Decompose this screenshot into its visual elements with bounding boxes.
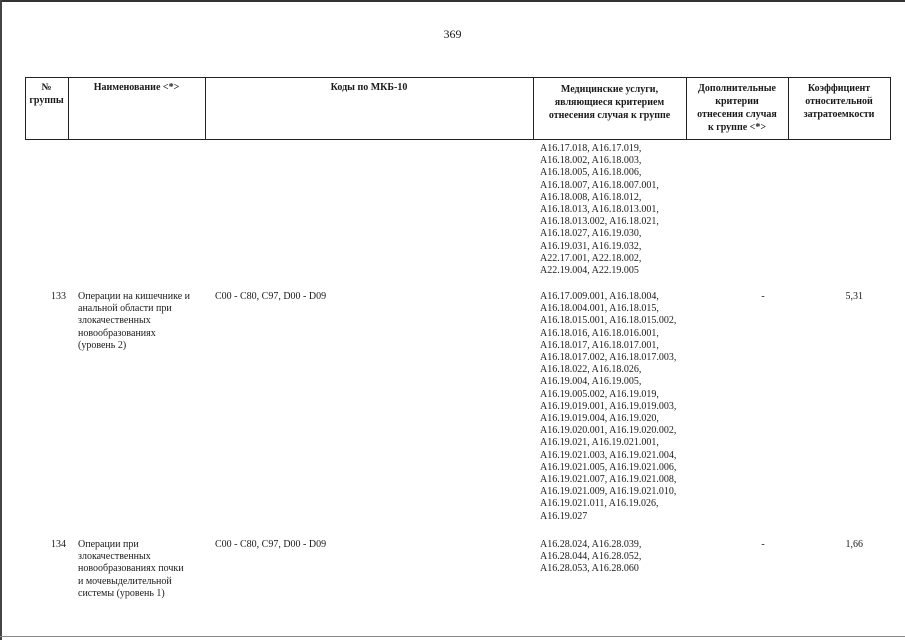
page-number: 369 bbox=[443, 27, 462, 41]
header-top-border bbox=[25, 77, 891, 78]
group-number-cell: 133 bbox=[51, 291, 66, 302]
icd-codes-cell: C00 - C80, C97, D00 - D09 bbox=[215, 539, 327, 550]
header-divider bbox=[890, 77, 891, 140]
header-group-number: № группы bbox=[29, 82, 64, 106]
scan-frame-left bbox=[0, 0, 2, 640]
header-additional-criteria: Дополнительные критерии отнесения случая к группе <*> bbox=[697, 83, 777, 133]
header-medical-services: Медицинские услуги, являющиеся критерием отнесения случая к группе bbox=[548, 84, 671, 121]
coefficient-cell: 5,31 bbox=[845, 291, 863, 302]
services-cell: A16.28.024, A16.28.039, A16.28.044, A16.28.052, A16.28.053, A16.28.060 bbox=[540, 539, 642, 575]
additional-criteria-cell: - bbox=[761, 539, 765, 550]
group-number-cell: 134 bbox=[51, 539, 66, 550]
scan-frame-bottom bbox=[0, 636, 905, 637]
header-coefficient: Коэффициент относительной затратоемкости bbox=[803, 83, 875, 120]
services-cell: A16.17.009.001, A16.18.004, A16.18.004.001, A16.18.015, A16.18.015.001, A16.18.015.002, A16.18.016, A16.18.016.001, A16.18.017, A16.18.017.001, A16.18.017.002, A16.18.017.003, A16.18.022, A16.18.026, A16.19.004, A16.19.005, A16.19.005.002, A16.19.019, A16.19.019.001, A16.19.019.003, A16.19.019.004, A16.19.020, A16.19.020.001, A16.19.020.002, A16.19.021, A16.19.021.001, A16.19.021.003, A16.19.021.004, A16.19.021.005, A16.19.021.006, A16.19.021.007, A16.19.021.008, A16.19.021.009, A16.19.021.010, A16.19.021.011, A16.19.026, A16.19.027 bbox=[540, 291, 677, 522]
coefficient-cell: 1,66 bbox=[845, 539, 863, 550]
additional-criteria-cell: - bbox=[761, 291, 765, 302]
icd-codes-cell: C00 - C80, C97, D00 - D09 bbox=[215, 291, 327, 302]
header-icd-codes: Коды по МКБ-10 bbox=[330, 82, 408, 93]
scan-frame-top bbox=[0, 0, 905, 2]
name-cell: Операции на кишечнике и анальной области при злокачественных новообразованиях (уровень 2) bbox=[78, 291, 191, 351]
header-name: Наименование <*> bbox=[93, 82, 180, 93]
name-cell: Операции при злокачественных новообразованиях почки и мочевыделительной системы (уровень 1) bbox=[78, 539, 184, 599]
services-cell: A16.17.018, A16.17.019, A16.18.002, A16.18.003, A16.18.005, A16.18.006, A16.18.007, A16.18.007.001, A16.18.008, A16.18.012, A16.18.013, A16.18.013.001, A16.18.013.002, A16.18.021, A16.18.027, A16.19.030, A16.19.031, A16.19.032, A22.17.001, A22.18.002, A22.19.004, A22.19.005 bbox=[540, 143, 659, 277]
